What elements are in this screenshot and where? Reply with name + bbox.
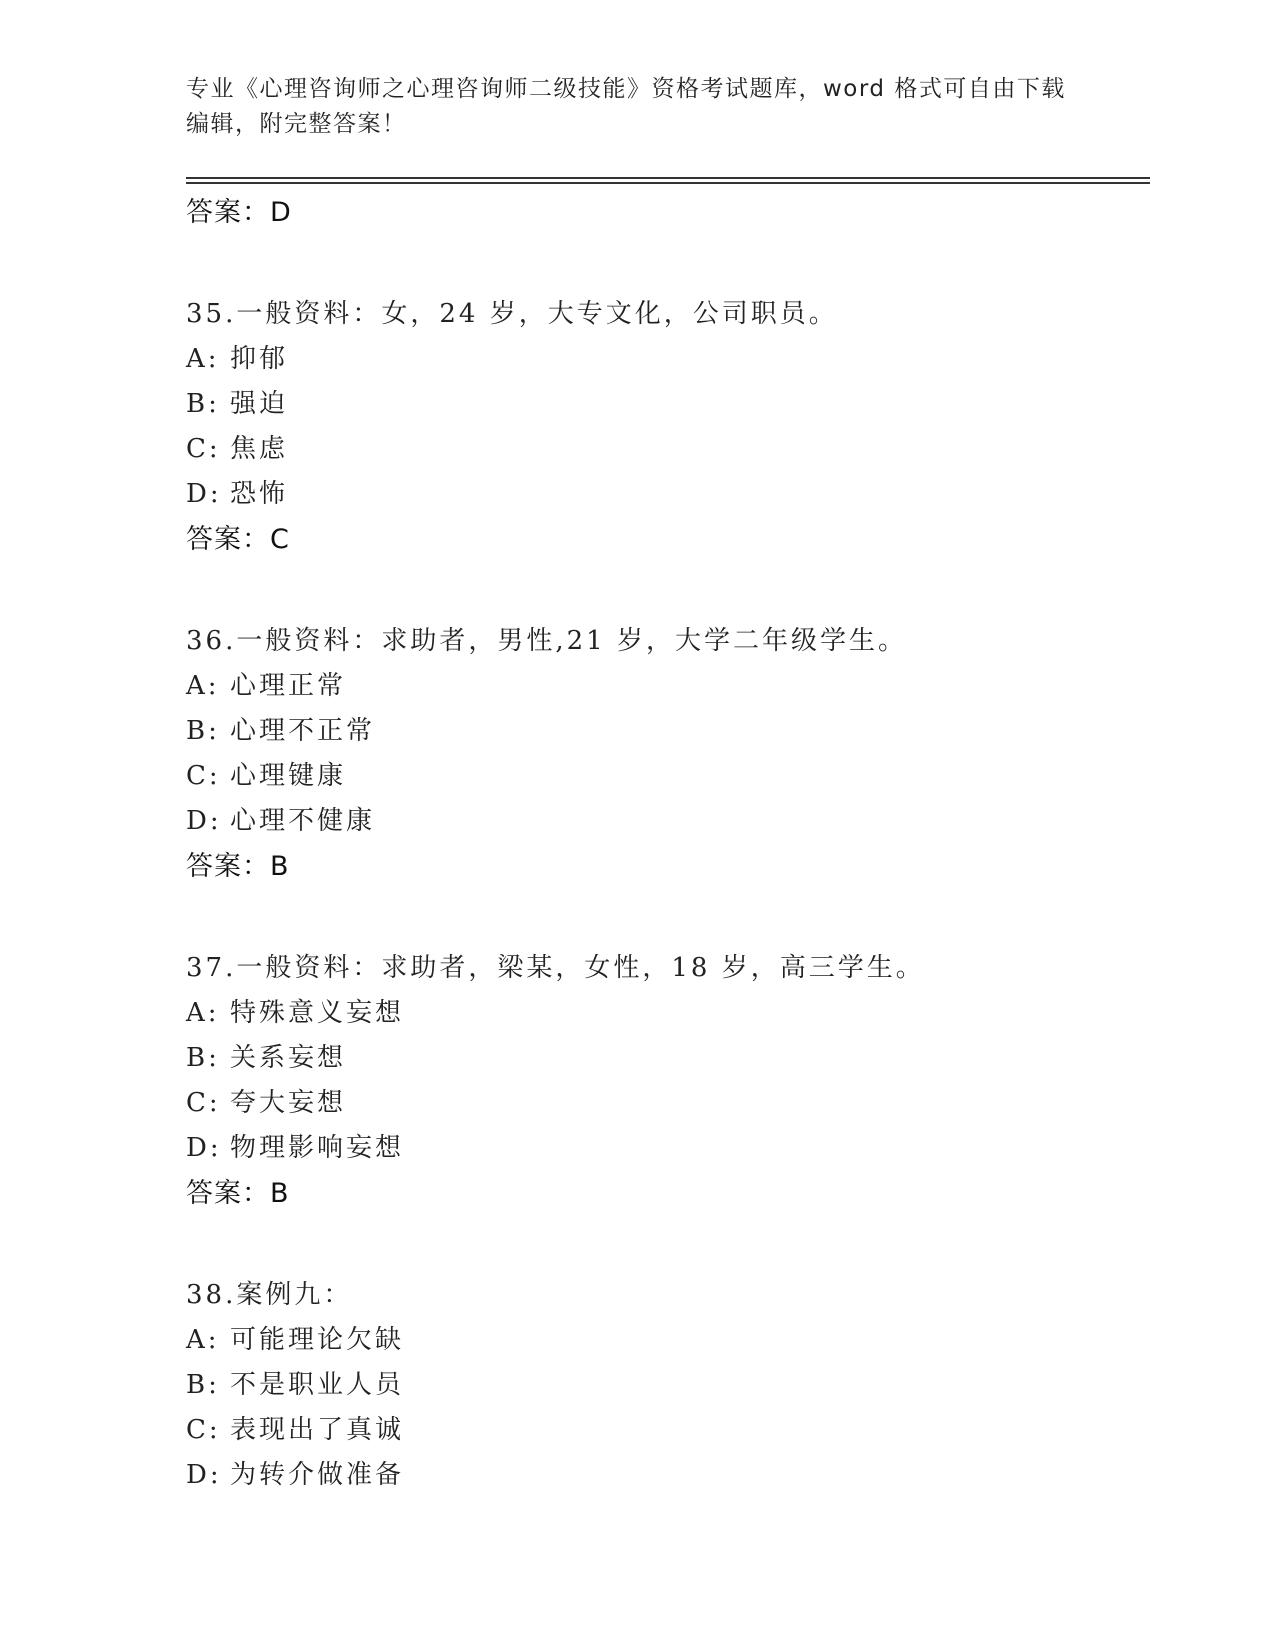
- option-key: A:: [186, 344, 220, 374]
- question-36: [186, 619, 1146, 890]
- option-text: 恐怖: [230, 479, 289, 509]
- option-text: 物理影响妄想: [230, 1133, 405, 1163]
- option-key: D:: [186, 806, 222, 836]
- option-a: [186, 664, 1146, 709]
- option-c: [186, 427, 1146, 472]
- option-text: 关系妄想: [230, 1043, 347, 1073]
- question-stem: 35.一般资料：女，24 岁，大专文化，公司职员。: [186, 299, 838, 329]
- question-stem: 38.案例九：: [186, 1280, 353, 1310]
- option-key: C:: [186, 1088, 221, 1118]
- option-text: 抑郁: [230, 344, 289, 374]
- option-b: [186, 709, 1146, 754]
- leading-answer: 答案：D: [186, 197, 292, 228]
- option-text: 心理正常: [230, 671, 347, 701]
- option-key: A:: [186, 1325, 220, 1355]
- option-c: [186, 1408, 1146, 1453]
- option-text: 为转介做准备: [230, 1460, 405, 1490]
- option-d: [186, 1126, 1146, 1171]
- question-answer: 答案：C: [186, 524, 290, 555]
- option-key: B:: [186, 389, 220, 419]
- question-38: [186, 1273, 1146, 1498]
- option-key: C:: [186, 761, 221, 791]
- header-line-2: 编辑，附完整答案！: [186, 111, 407, 137]
- option-key: D:: [186, 479, 222, 509]
- header-divider-top: [186, 177, 1150, 179]
- option-key: B:: [186, 1043, 220, 1073]
- option-key: B:: [186, 1370, 220, 1400]
- option-text: 焦虑: [230, 434, 289, 464]
- document-header: [186, 72, 1066, 142]
- option-c: [186, 754, 1146, 799]
- option-b: [186, 1363, 1146, 1408]
- option-key: A:: [186, 671, 220, 701]
- option-text: 特殊意义妄想: [230, 998, 405, 1028]
- option-a: [186, 337, 1146, 382]
- question-35: [186, 292, 1146, 563]
- header-line-1: 专业《心理咨询师之心理咨询师二级技能》资格考试题库，word 格式可自由下载: [186, 76, 1066, 102]
- option-key: B:: [186, 716, 220, 746]
- header-divider-bottom: [186, 182, 1150, 184]
- question-stem: 36.一般资料：求助者，男性,21 岁，大学二年级学生。: [186, 626, 907, 656]
- option-b: [186, 382, 1146, 427]
- option-key: C:: [186, 434, 221, 464]
- question-stem: 37.一般资料：求助者，梁某，女性，18 岁，高三学生。: [186, 953, 925, 983]
- option-text: 心理键康: [230, 761, 347, 791]
- option-text: 心理不正常: [230, 716, 376, 746]
- option-key: A:: [186, 998, 220, 1028]
- question-37: [186, 946, 1146, 1217]
- option-text: 夸大妄想: [230, 1088, 347, 1118]
- question-answer: 答案：B: [186, 1178, 290, 1209]
- option-text: 强迫: [230, 389, 289, 419]
- option-text: 不是职业人员: [230, 1370, 405, 1400]
- option-d: [186, 1453, 1146, 1498]
- option-c: [186, 1081, 1146, 1126]
- option-b: [186, 1036, 1146, 1081]
- option-key: D:: [186, 1133, 222, 1163]
- option-text: 可能理论欠缺: [230, 1325, 405, 1355]
- option-text: 心理不健康: [230, 806, 376, 836]
- option-a: [186, 991, 1146, 1036]
- option-text: 表现出了真诚: [230, 1415, 405, 1445]
- option-a: [186, 1318, 1146, 1363]
- question-answer: 答案：B: [186, 851, 290, 882]
- option-d: [186, 472, 1146, 517]
- question-list: [186, 190, 1146, 1498]
- option-d: [186, 799, 1146, 844]
- option-key: D:: [186, 1460, 222, 1490]
- option-key: C:: [186, 1415, 221, 1445]
